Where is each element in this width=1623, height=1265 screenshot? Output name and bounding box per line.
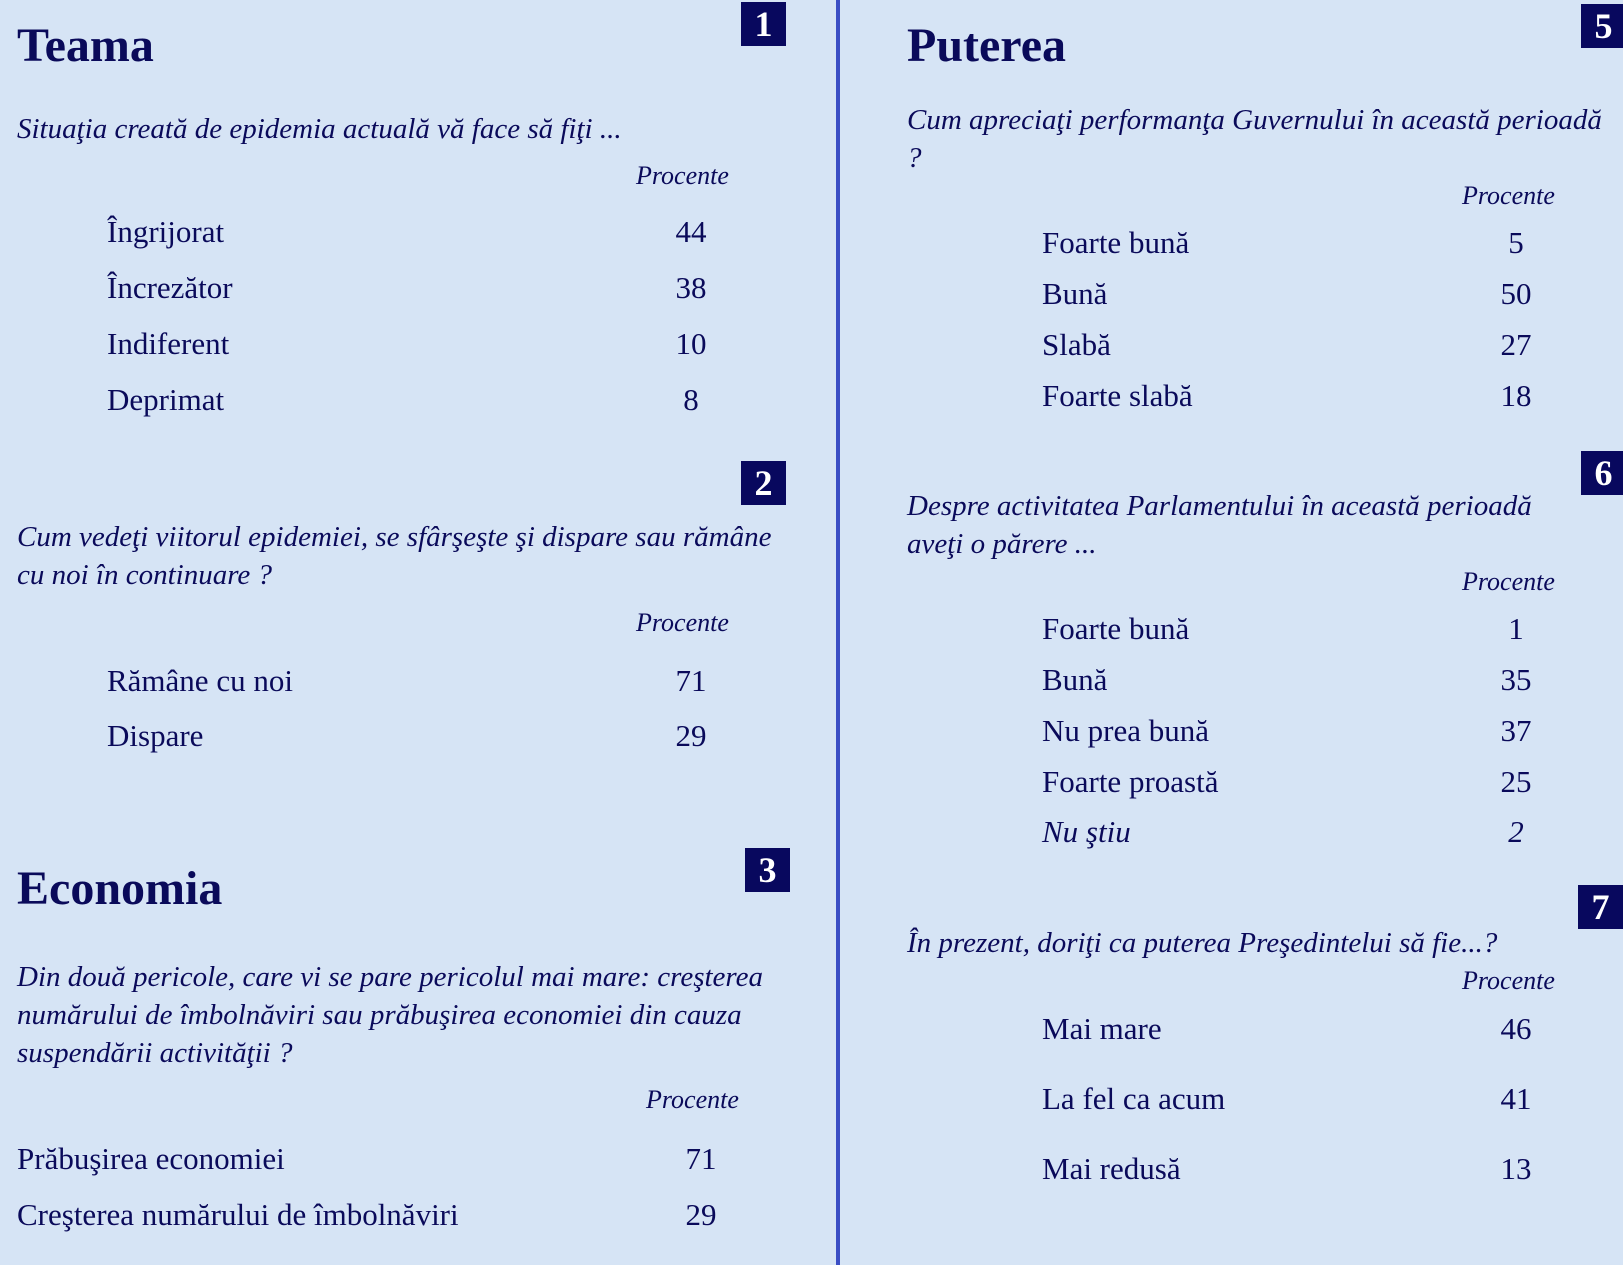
answer-label: Rămâne cu noi — [107, 663, 293, 698]
answer-label: Bună — [1042, 276, 1108, 311]
question-text: Cum apreciaţi performanţa Guvernului în această perioadă ? — [907, 104, 1602, 174]
answer-value: 18 — [1500, 378, 1532, 413]
answer-value: 27 — [1500, 327, 1532, 362]
answer-label: Foarte proastă — [1042, 764, 1219, 799]
answer-value: 37 — [1500, 713, 1532, 748]
answer-label: Creşterea numărului de îmbolnăviri — [17, 1197, 459, 1232]
answer-value: 46 — [1500, 1011, 1532, 1046]
question-text: În prezent, doriţi ca puterea Preşedintelui să fie...? — [907, 927, 1498, 959]
answer-label: Prăbuşirea economiei — [17, 1141, 285, 1176]
answer-label: La fel ca acum — [1042, 1081, 1226, 1116]
answer-label: Foarte slabă — [1042, 378, 1193, 413]
answer-value: 5 — [1508, 225, 1524, 260]
answer-value: 29 — [685, 1197, 717, 1232]
answer-value: 29 — [675, 718, 707, 753]
column-divider — [836, 0, 840, 1265]
answer-value: 1 — [1508, 611, 1524, 646]
answer-label: Slabă — [1042, 327, 1111, 362]
question-text: Din două pericole, care vi se pare pericolul mai mare: creşterea numărului de îmbolnăviri sau prăbuşirea economiei din cauza suspendării activităţii ? — [17, 961, 764, 1069]
question-text: Situaţia creată de epidemia actuală vă face să fiţi ... — [17, 113, 622, 145]
answer-value: 71 — [675, 663, 707, 698]
answer-label: Foarte bună — [1042, 611, 1190, 646]
section-number-badge: 7 — [1578, 885, 1623, 929]
answer-label: Nu prea bună — [1042, 713, 1209, 748]
question-text: Cum vedeţi viitorul epidemiei, se sfârşeşte şi dispare sau rămâne cu noi în continuare ? — [17, 521, 772, 591]
section-number-badge: 5 — [1581, 4, 1623, 48]
section-number-badge: 6 — [1581, 451, 1623, 495]
column-header-procente: Procente — [1462, 966, 1555, 995]
column-header-procente: Procente — [646, 1085, 739, 1114]
answer-value: 41 — [1500, 1081, 1532, 1116]
answer-label: Nu ştiu — [1042, 814, 1131, 849]
column-header-procente: Procente — [1462, 567, 1555, 596]
section-title-economia: Economia — [17, 862, 223, 915]
answer-label: Foarte bună — [1042, 225, 1190, 260]
answer-value: 44 — [675, 214, 707, 249]
section-number-badge: 2 — [741, 461, 786, 505]
section-title-puterea: Puterea — [907, 19, 1067, 72]
answer-label: Dispare — [107, 718, 204, 753]
answer-value: 35 — [1500, 662, 1532, 697]
question-text: Despre activitatea Parlamentului în această perioadă aveţi o părere ... — [907, 490, 1532, 560]
answer-label: Indiferent — [107, 326, 230, 361]
answer-label: Îngrijorat — [107, 214, 225, 249]
answer-value: 71 — [685, 1141, 717, 1176]
section-title-teama: Teama — [17, 19, 154, 72]
section-number-badge: 3 — [745, 848, 790, 892]
answer-label: Mai redusă — [1042, 1151, 1181, 1186]
answer-label: Deprimat — [107, 382, 225, 417]
answer-value: 13 — [1500, 1151, 1532, 1186]
answer-value: 50 — [1500, 276, 1532, 311]
column-header-procente: Procente — [636, 161, 729, 190]
answer-value: 25 — [1500, 764, 1532, 799]
answer-label: Încrezător — [107, 270, 233, 305]
answer-value: 38 — [675, 270, 707, 305]
answer-value: 8 — [683, 382, 699, 417]
answer-value: 10 — [675, 326, 707, 361]
answer-label: Bună — [1042, 662, 1108, 697]
section-number-badge: 1 — [741, 2, 786, 46]
answer-value: 2 — [1508, 814, 1524, 849]
column-header-procente: Procente — [636, 608, 729, 637]
column-header-procente: Procente — [1462, 181, 1555, 210]
answer-label: Mai mare — [1042, 1011, 1162, 1046]
